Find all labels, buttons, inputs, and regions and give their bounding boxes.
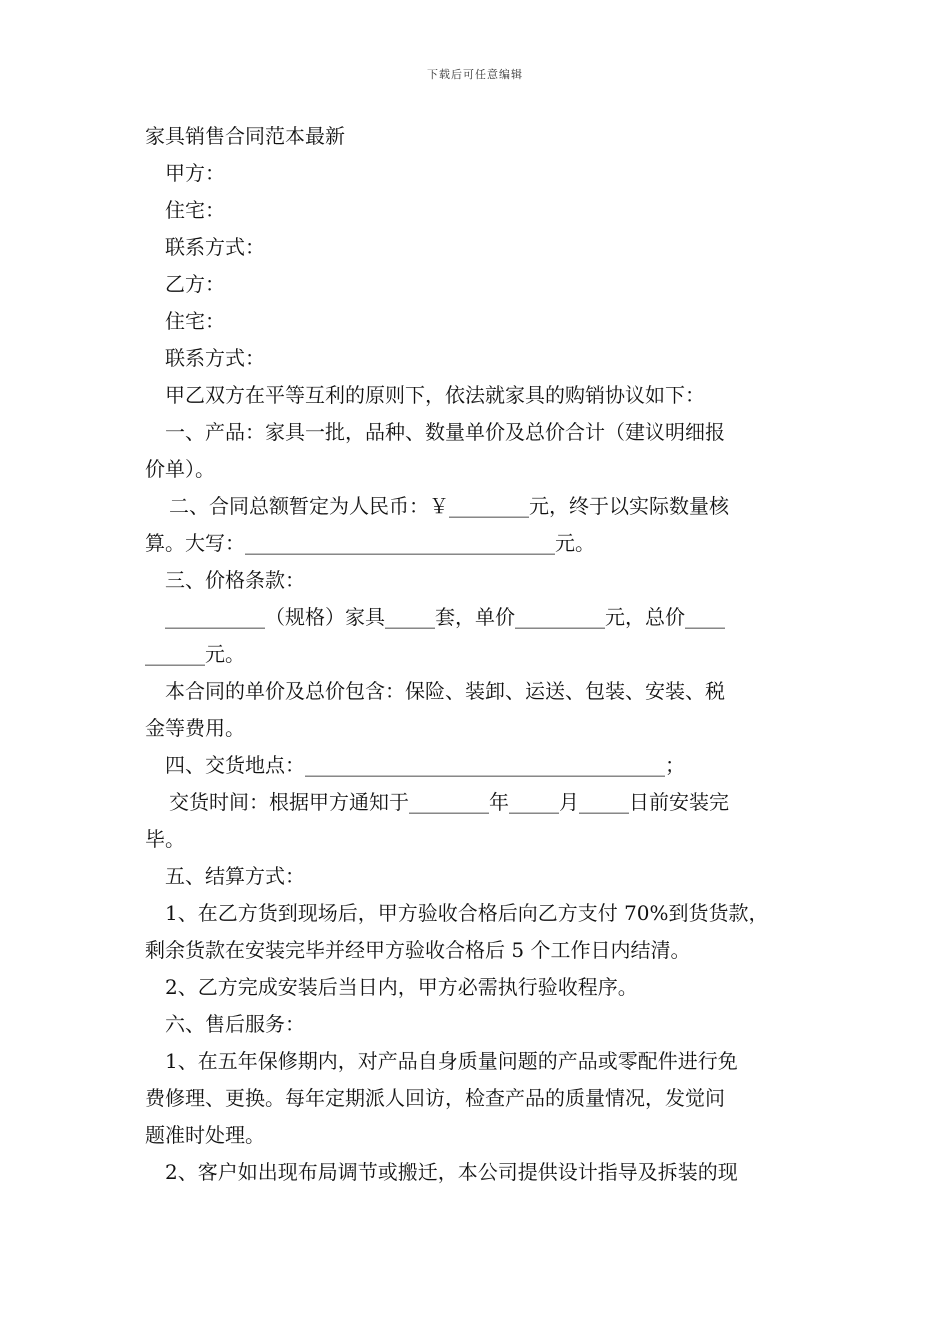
clause-6-item-1-line-2: 费修理、更换。每年定期派人回访，检查产品的质量情况，发觉问 [145,1086,725,1110]
clause-6-item-2-line-1: 2、客户如出现布局调节或搬迁，本公司提供设计指导及拆装的现 [165,1160,738,1184]
party-a-address: 住宅： [165,198,225,222]
clause-5-item-2: 2、乙方完成安装后当日内，甲方必需执行验收程序。 [165,975,638,999]
clause-4-line-2: 交货时间：根据甲方通知于________年_____月_____日前安装完 [169,790,729,814]
clause-4-line-1: 四、交货地点：____________________________________； [165,753,685,777]
party-b-address: 住宅： [165,309,225,333]
document-title: 家具销售合同范本最新 [145,124,345,148]
clause-3-heading: 三、价格条款： [165,568,305,592]
clause-3-line-1: __________（规格）家具_____套，单价_________元，总价____ [165,605,725,629]
clause-4-line-3: 毕。 [145,827,185,851]
party-a-contact: 联系方式： [165,235,265,259]
clause-5-heading: 五、结算方式： [165,864,305,888]
clause-6-item-1-line-3: 题准时处理。 [145,1123,265,1147]
clause-5-item-1-line-1: 1、在乙方货到现场后，甲方验收合格后向乙方支付 70%到货货款， [165,901,769,925]
party-b-label: 乙方： [165,272,225,296]
clause-2-line-1: 二、合同总额暂定为人民币：￥________元，终于以实际数量核 [169,494,729,518]
clause-2-line-2: 算。大写：_______________________________元。 [145,531,595,555]
party-a-label: 甲方： [165,161,225,185]
party-b-contact: 联系方式： [165,346,265,370]
clause-6-item-1-line-1: 1、在五年保修期内，对产品自身质量问题的产品或零配件进行免 [165,1049,738,1073]
preamble: 甲乙双方在平等互利的原则下，依法就家具的购销协议如下： [165,383,705,407]
document-body [145,118,810,1191]
header-note: 下载后可任意编辑 [427,68,523,81]
clause-3-line-4: 金等费用。 [145,716,245,740]
clause-1-line-1: 一、产品：家具一批，品种、数量单价及总价合计（建议明细报 [165,420,725,444]
clause-3-line-2: ______元。 [145,642,245,666]
clause-1-line-2: 价单）。 [145,457,215,481]
clause-3-line-3: 本合同的单价及总价包含：保险、装卸、运送、包装、安装、税 [165,679,725,703]
clause-5-item-1-line-2: 剩余货款在安装完毕并经甲方验收合格后 5 个工作日内结清。 [145,938,691,962]
clause-6-heading: 六、售后服务： [165,1012,305,1036]
